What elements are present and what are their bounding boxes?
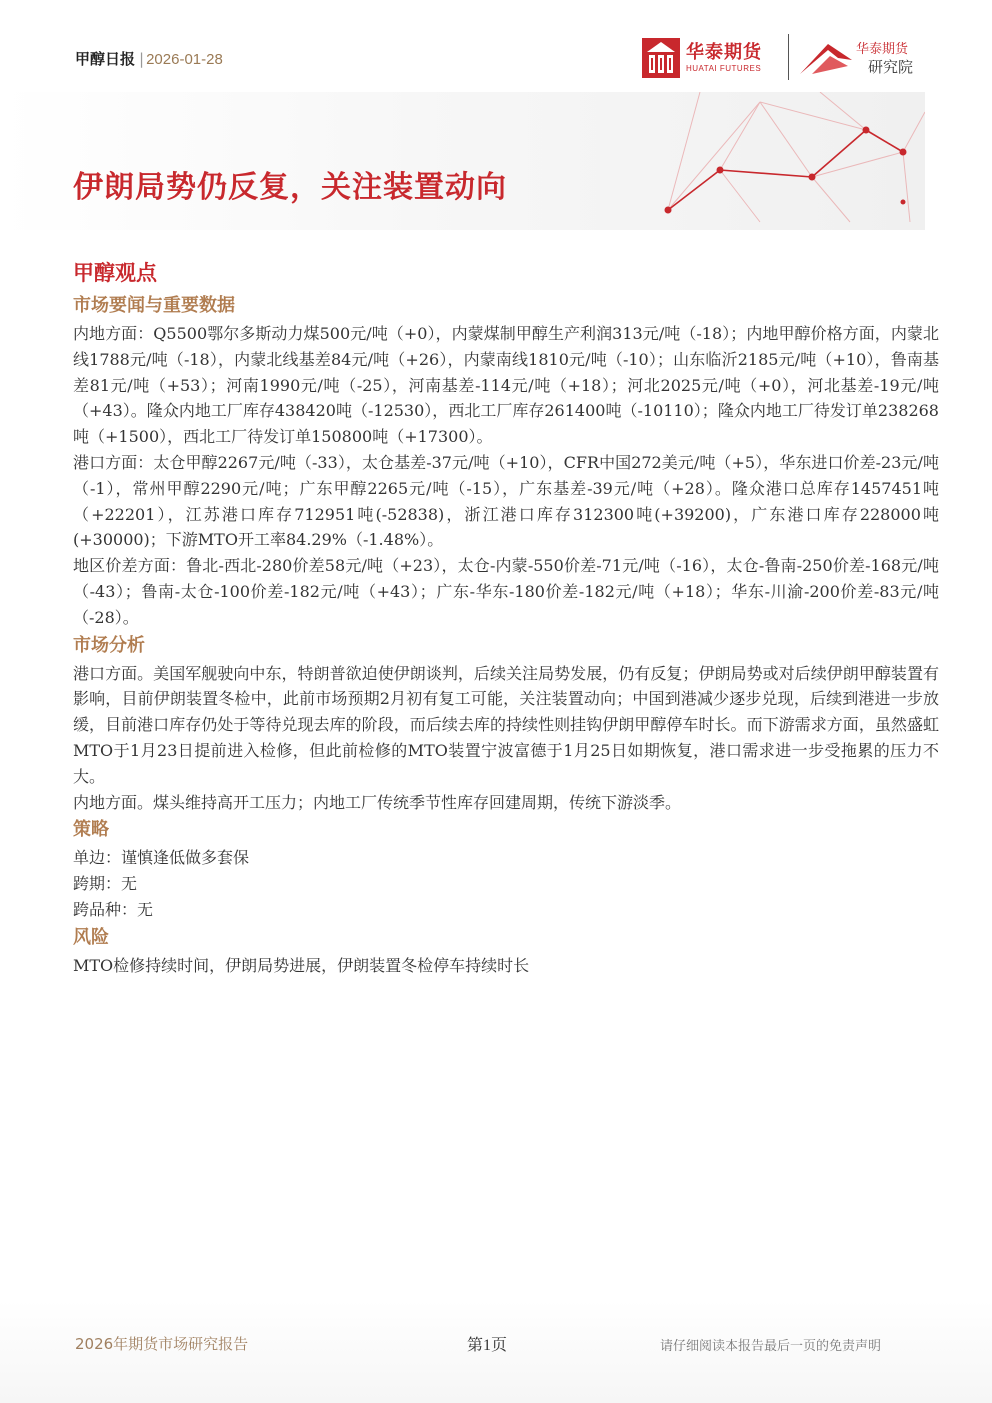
- institute-line2: 研究院: [868, 58, 914, 76]
- research-institute-logo: [798, 36, 928, 80]
- huatai-logo-icon: [642, 38, 680, 78]
- strategy-cross-product: 跨品种：无: [73, 899, 154, 919]
- report-date: 2026-01-28: [146, 51, 223, 68]
- section-title: 甲醇观点: [73, 261, 157, 285]
- institute-logo-icon: [798, 40, 854, 76]
- footer-report-label: 2026年期货市场研究报告: [75, 1335, 249, 1353]
- strategy-heading: 策略: [73, 819, 109, 841]
- institute-line1: 华泰期货: [856, 42, 909, 57]
- logo-divider: [788, 34, 789, 80]
- analysis-paragraph-port: 港口方面。美国军舰驶向中东，特朗普欲迫使伊朗谈判，后续关注局势发展，仍有反复；伊朗局势或对后续伊朗甲醇装置有影响，目前伊朗装置冬检中，此前市场预期2月初有复工可能，关注装置动向；中国到港减少逐步兑现，后续到港进一步放缓，目前港口库存仍处于等待兑现去库的阶段，而后续去库的持续性则挂钩伊朗甲醇停车时长。而下游需求方面，虽然盛虹MTO于1月23日提前进入检修，但此前检修的MTO装置宁波富德于1月25日如期恢复，港口需求进一步受拖累的压力不大。: [73, 663, 939, 786]
- report-title: 伊朗局势仍反复，关注装置动向: [73, 170, 507, 205]
- news-paragraph-port: 港口方面：太仓甲醇2267元/吨（-33），太仓基差-37元/吨（+10），CFR中国272美元/吨（+5），华东进口价差-23元/吨（-1），常州甲醇2290元/吨；广东甲醇2265元/吨（-15），广东基差-39元/吨（+28）。隆众港口总库存1457451吨（+22201），江苏港口库存712951吨(-52838)，浙江港口库存312300吨(+39200)，广东港口库存228000吨(+30000)；下游MTO开工率84.29%（-1.48%）。: [73, 452, 939, 550]
- network-graphic-icon: [0, 92, 925, 230]
- news-paragraph-inland: 内地方面：Q5500鄂尔多斯动力煤500元/吨（+0），内蒙煤制甲醇生产利润313元/吨（-18）；内地甲醇价格方面，内蒙北线1788元/吨（-18），内蒙北线基差84元/吨（+26），内蒙南线1810元/吨（-10）；山东临沂2185元/吨（+10），鲁南基差81元/吨（+53）；河南1990元/吨（-25），河南基差-114元/吨（+18）；河北2025元/吨（+0），河北基差-19元/吨（+43）。隆众内地工厂库存438420吨（-12530），西北工厂库存261400吨（-10110）；隆众内地工厂待发订单238268吨（+1500），西北工厂待发订单150800吨（+17300）。: [73, 324, 939, 447]
- news-paragraph-regional-spread: 地区价差方面：鲁北-西北-280价差58元/吨（+23），太仓-内蒙-550价差-71元/吨（-16），太仓-鲁南-250价差-168元/吨（-43）；鲁南-太仓-100价差-182元/吨（+43）；广东-华东-180价差-182元/吨（+18）；华东-川渝-200价差-83元/吨（-28）。: [73, 556, 939, 627]
- title-banner: [0, 92, 925, 230]
- brand-name-cn: 华泰期货: [686, 42, 762, 63]
- analysis-heading: 市场分析: [73, 634, 145, 656]
- analysis-paragraph-inland: 内地方面。煤头维持高开工压力；内地工厂传统季节性库存回建周期，传统下游淡季。: [73, 792, 682, 812]
- strategy-single: 单边：谨慎逢低做多套保: [73, 848, 250, 868]
- risk-text: MTO检修持续时间，伊朗局势进展，伊朗装置冬检停车持续时长: [73, 955, 530, 975]
- page-number: 第1页: [467, 1337, 508, 1354]
- report-name: 甲醇日报: [75, 50, 136, 68]
- report-body: [73, 255, 939, 979]
- disclaimer-note: 请仔细阅读本报告最后一页的免责声明: [660, 1339, 882, 1354]
- strategy-intertemporal: 跨期：无: [73, 874, 138, 894]
- brand-name-en: HUATAI FUTURES: [686, 64, 762, 73]
- risk-heading: 风险: [73, 926, 109, 948]
- news-heading: 市场要闻与重要数据: [73, 295, 235, 316]
- page-footer: [0, 1300, 992, 1403]
- header-separator: |: [139, 50, 145, 68]
- report-header-tag: [75, 48, 223, 69]
- huatai-futures-logo: [642, 36, 782, 80]
